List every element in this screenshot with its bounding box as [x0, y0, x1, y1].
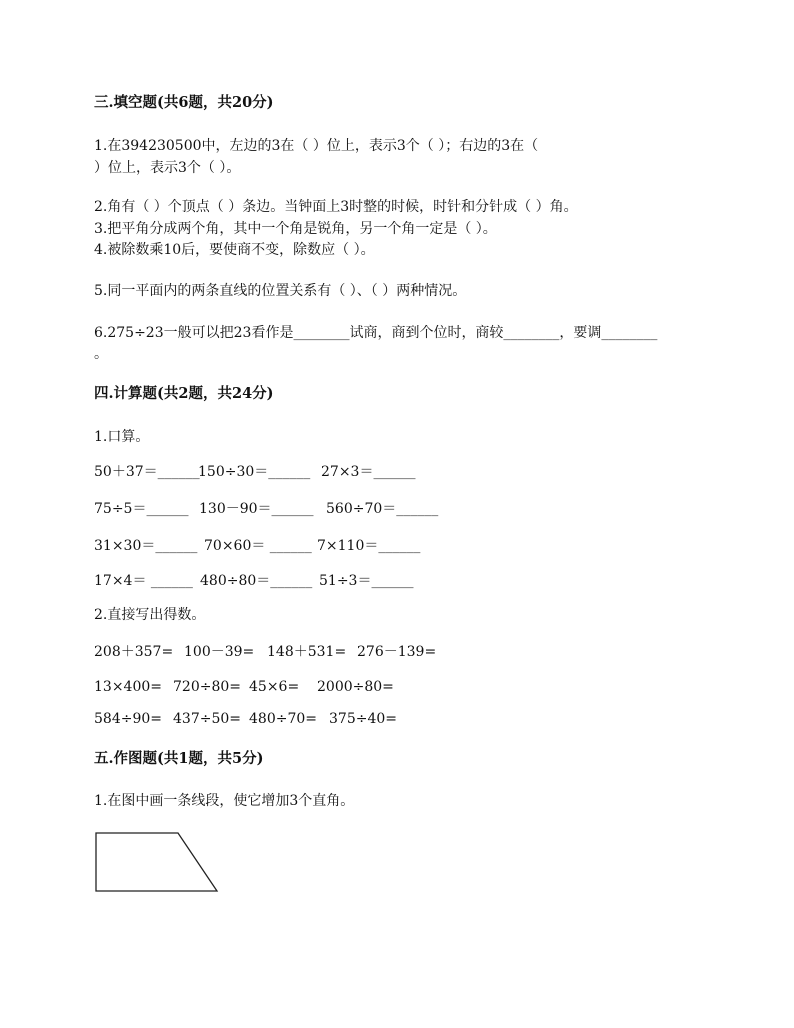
direct-item: 480÷70=: [249, 711, 317, 727]
direct-item: 148＋531=: [267, 644, 347, 660]
oral-row: [94, 463, 415, 481]
question-4-1-title: 1.口算。: [94, 429, 150, 445]
question-3-6-line2: 。: [94, 346, 108, 362]
direct-item: 720÷80=: [173, 679, 241, 695]
direct-item: 276－139=: [357, 644, 437, 660]
direct-item: 208＋357=: [94, 644, 174, 660]
oral-item: 70×60＝ ______: [204, 538, 312, 554]
question-3-1-line1: 1.在394230500中，左边的3在（ ）位上，表示3个（ ）；右边的3在（: [94, 138, 539, 154]
question-3-3: 3.把平角分成两个角，其中一个角是锐角，另一个角一定是（ ）。: [94, 221, 497, 237]
oral-item: 560÷70＝______: [326, 501, 439, 517]
oral-item: 75÷5＝______: [94, 501, 189, 517]
direct-item: 437÷50=: [173, 711, 241, 727]
oral-item: 7×110＝______: [317, 538, 421, 554]
direct-row: [94, 643, 436, 661]
section3-heading: 三.填空题(共6题，共20分): [94, 94, 274, 111]
direct-row: [94, 710, 397, 728]
direct-item: 2000÷80=: [317, 679, 394, 695]
trapezoid-figure: [94, 830, 224, 894]
oral-row: [94, 537, 420, 555]
oral-row: [94, 500, 438, 518]
question-4-2-title: 2.直接写出得数。: [94, 607, 206, 623]
direct-item: 100－39=: [184, 644, 255, 660]
question-3-6-line1: 6.275÷23一般可以把23看作是________试商，商到个位时，商较________，要调________: [94, 325, 658, 341]
trapezoid-shape: [96, 833, 217, 891]
oral-item: 50＋37＝______: [94, 464, 200, 480]
section5-heading: 五.作图题(共1题，共5分): [94, 750, 264, 767]
oral-item: 17×4＝ ______: [94, 573, 193, 589]
oral-item: 51÷3＝______: [319, 573, 414, 589]
question-3-1-line2: ）位上，表示3个（ ）。: [94, 160, 241, 176]
direct-item: 584÷90=: [94, 711, 162, 727]
question-5-1: 1.在图中画一条线段，使它增加3个直角。: [94, 793, 355, 809]
question-3-5: 5.同一平面内的两条直线的位置关系有（ ）、（ ）两种情况。: [94, 283, 467, 299]
oral-row: [94, 572, 413, 590]
direct-item: 375÷40=: [329, 711, 397, 727]
section4-heading: 四.计算题(共2题，共24分): [94, 385, 274, 402]
oral-item: 480÷80＝______: [200, 573, 313, 589]
direct-item: 45×6=: [249, 679, 300, 695]
oral-item: 150÷30＝______: [198, 464, 311, 480]
direct-item: 13×400=: [94, 679, 162, 695]
oral-item: 27×3＝______: [321, 464, 416, 480]
direct-row: [94, 678, 394, 696]
question-3-2: 2.角有（ ）个顶点（ ）条边。当钟面上3时整的时候，时针和分针成（ ）角。: [94, 199, 578, 215]
question-3-4: 4.被除数乘10后，要使商不变，除数应（ ）。: [94, 242, 375, 258]
oral-item: 31×30＝______: [94, 538, 198, 554]
oral-item: 130－90＝______: [199, 501, 314, 517]
